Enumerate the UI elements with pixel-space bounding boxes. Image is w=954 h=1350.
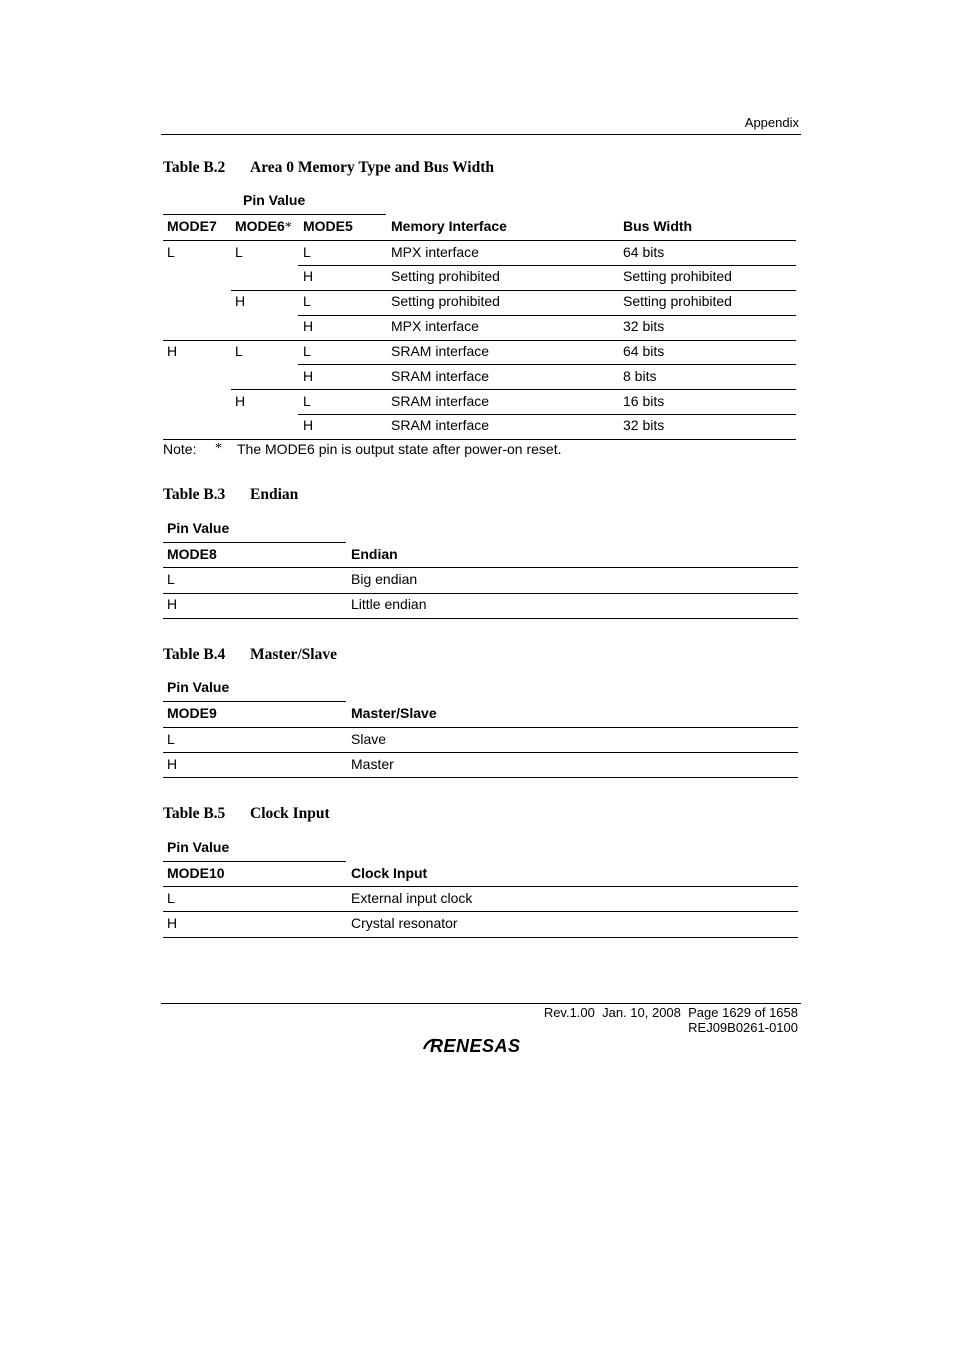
table-b5-row-rule	[163, 911, 798, 912]
table-b4-bottom-rule	[163, 777, 798, 778]
table-b3-pin-value-rule	[163, 542, 346, 543]
table-b2-cell-interface: MPX interface	[391, 244, 479, 260]
table-b2-row-rule	[163, 340, 796, 341]
table-b2-cell-mode5: L	[303, 343, 311, 359]
table-b3-pin-value-label: Pin Value	[167, 520, 230, 536]
table-b3-bottom-rule	[163, 618, 798, 619]
footer-revision: Rev.1.00 Jan. 10, 2008 Page 1629 of 1658	[543, 1005, 798, 1020]
table-b3-cell-value: Little endian	[351, 596, 427, 612]
table-b2-number: Table B.2	[163, 159, 226, 176]
table-b2-cell-mode6: L	[235, 244, 243, 260]
table-b2-cell-mode5: L	[303, 293, 311, 309]
svg-text:RENESAS: RENESAS	[430, 1036, 521, 1056]
table-b4-cell-pin: H	[167, 756, 178, 772]
table-b5-header-col1: MODE10	[167, 865, 225, 881]
table-b2-header-rule	[163, 240, 796, 241]
table-b2-cell-bus-width: 8 bits	[623, 368, 657, 384]
table-b2-cell-mode5: L	[303, 393, 311, 409]
table-b5-header-rule	[163, 886, 798, 887]
table-b2-cell-mode6: H	[235, 393, 246, 409]
table-b2-cell-mode5: H	[303, 318, 314, 334]
table-b2-cell-interface: SRAM interface	[391, 343, 490, 359]
table-b2-cell-mode6: H	[235, 293, 246, 309]
table-b2-cell-interface: SRAM interface	[391, 368, 490, 384]
table-b5-pin-value-label: Pin Value	[167, 839, 230, 855]
table-b2-header-memory-interface: Memory Interface	[391, 218, 507, 234]
table-b2-row-rule	[231, 290, 796, 291]
table-b3-header-col1: MODE8	[167, 546, 217, 562]
renesas-logo-mark	[422, 1034, 544, 1056]
table-b2-bottom-rule	[163, 439, 796, 440]
table-b2-title: Area 0 Memory Type and Bus Width	[250, 159, 495, 176]
table-b3-header-col2: Endian	[351, 546, 398, 562]
table-b2-cell-interface: SRAM interface	[391, 393, 490, 409]
table-b2-cell-mode6: L	[235, 343, 243, 359]
table-b2-cell-mode5: H	[303, 268, 314, 284]
table-b2-header-mode7: MODE7	[167, 218, 217, 234]
table-b2-note-label: Note:	[163, 441, 197, 457]
table-b3-header-rule	[163, 567, 798, 568]
table-b3-number: Table B.3	[163, 486, 226, 503]
table-b4-title: Master/Slave	[250, 646, 337, 663]
table-b2-note-text: The MODE6 pin is output state after power-on reset.	[237, 441, 562, 457]
table-b2-cell-bus-width: 64 bits	[623, 244, 665, 260]
renesas-logo	[422, 1034, 544, 1061]
table-b2-row-rule	[298, 414, 796, 415]
table-b5-header-col2: Clock Input	[351, 865, 428, 881]
table-b3-cell-pin: L	[167, 571, 175, 587]
table-b5-cell-pin: H	[167, 915, 178, 931]
table-b2-header-mode6: MODE6*	[235, 218, 292, 235]
table-b2-cell-bus-width: 64 bits	[623, 343, 665, 359]
header-rule	[161, 134, 801, 135]
table-b2-cell-interface: Setting prohibited	[391, 293, 500, 309]
table-b2-row-rule	[298, 265, 796, 266]
table-b2-cell-interface: SRAM interface	[391, 417, 490, 433]
table-b4-row-rule	[163, 752, 798, 753]
table-b5-number: Table B.5	[163, 805, 226, 822]
table-b5-bottom-rule	[163, 937, 798, 938]
table-b2-note-star: *	[215, 441, 222, 456]
table-b4-pin-value-label: Pin Value	[167, 679, 230, 695]
table-b4-cell-value: Master	[351, 756, 394, 772]
table-b2-header-mode5: MODE5	[303, 218, 353, 234]
table-b4-cell-pin: L	[167, 731, 175, 747]
table-b2-row-rule	[298, 364, 796, 365]
table-b3-cell-pin: H	[167, 596, 178, 612]
table-b2-cell-bus-width: 16 bits	[623, 393, 665, 409]
table-b2-cell-mode5: L	[303, 244, 311, 260]
table-b2-cell-interface: MPX interface	[391, 318, 479, 334]
table-b2-cell-bus-width: 32 bits	[623, 318, 665, 334]
table-b4-header-rule	[163, 727, 798, 728]
table-b4-number: Table B.4	[163, 646, 226, 663]
footer-doc-number: REJ09B0261-0100	[688, 1020, 798, 1035]
table-b5-pin-value-rule	[163, 861, 346, 862]
table-b5-cell-value: External input clock	[351, 890, 473, 906]
table-b2-pin-value-label: Pin Value	[243, 192, 306, 208]
table-b2-cell-mode5: H	[303, 368, 314, 384]
table-b2-row-rule	[231, 389, 796, 390]
table-b2-row-rule	[298, 315, 796, 316]
table-b5-title: Clock Input	[250, 805, 330, 822]
table-b2-cell-bus-width: Setting prohibited	[623, 293, 732, 309]
footnote-star: *	[284, 220, 292, 235]
table-b2-cell-interface: Setting prohibited	[391, 268, 500, 284]
table-b5-cell-pin: L	[167, 890, 175, 906]
table-b5-cell-value: Crystal resonator	[351, 915, 458, 931]
table-b2-cell-bus-width: Setting prohibited	[623, 268, 732, 284]
table-b4-header-col1: MODE9	[167, 705, 217, 721]
table-b3-title: Endian	[250, 486, 299, 503]
table-b3-cell-value: Big endian	[351, 571, 418, 587]
table-b2-pin-value-rule	[163, 214, 386, 215]
table-b2-cell-mode7: H	[167, 343, 178, 359]
table-b4-cell-value: Slave	[351, 731, 387, 747]
table-b4-header-col2: Master/Slave	[351, 705, 437, 721]
table-b2-header-bus-width: Bus Width	[623, 218, 693, 234]
footer-rule	[161, 1003, 801, 1004]
table-b2-cell-bus-width: 32 bits	[623, 417, 665, 433]
table-b3-row-rule	[163, 593, 798, 594]
table-b2-cell-mode7: L	[167, 244, 175, 260]
table-b4-pin-value-rule	[163, 701, 346, 702]
header-section: Appendix	[744, 115, 799, 130]
table-b2-cell-mode5: H	[303, 417, 314, 433]
